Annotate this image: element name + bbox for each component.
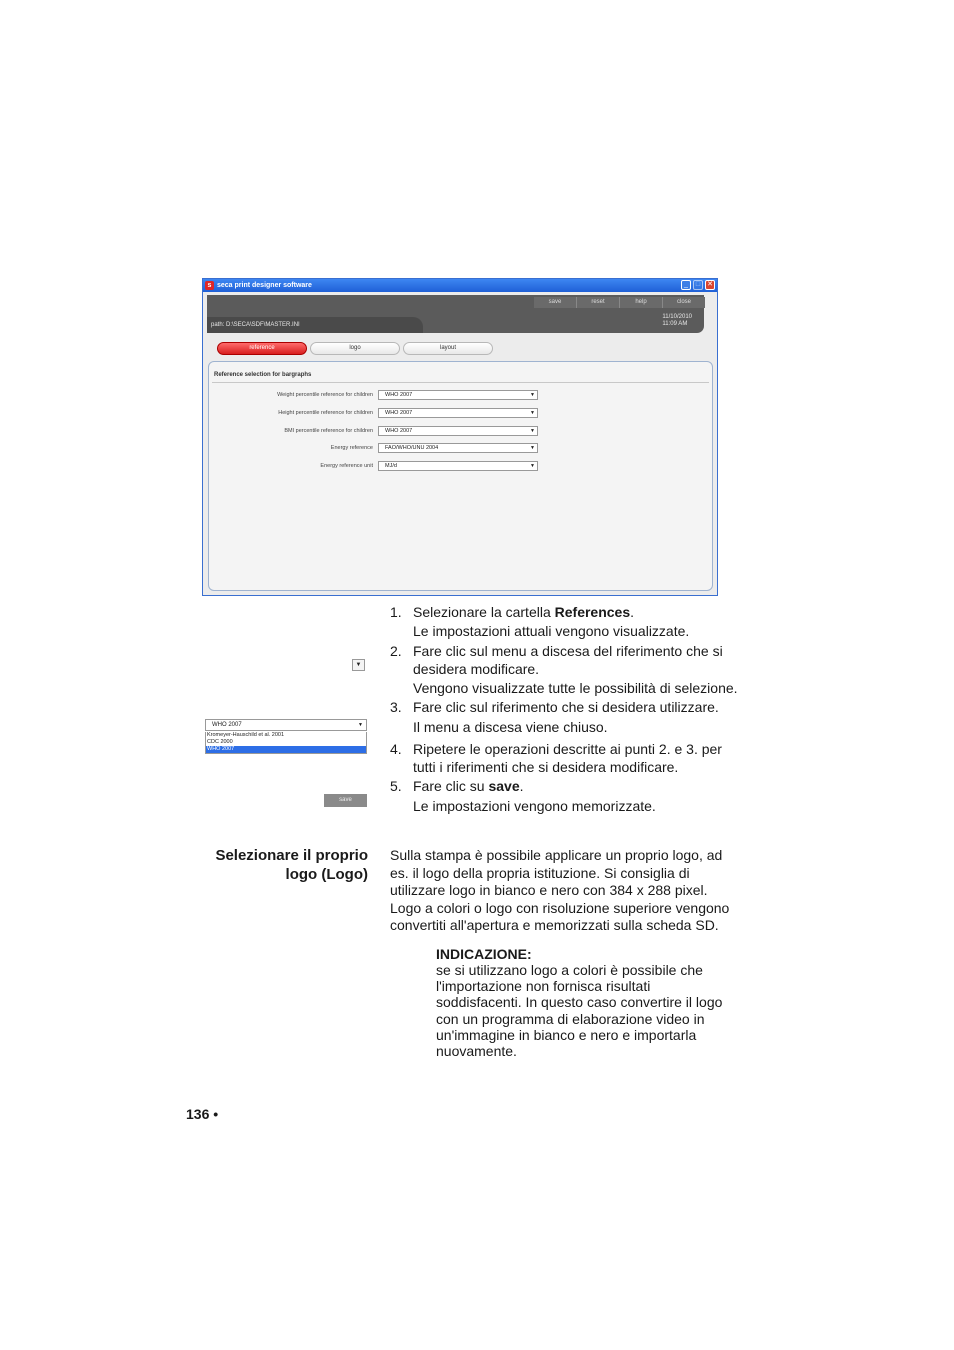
title-bar bbox=[203, 279, 717, 292]
section-body: Sulla stampa è possibile applicare un proprio logo, ad es. il logo della propria istituzione. Si consiglia di utilizzare logo in bianco e nero con 384 x 288 pixel. Logo a colori o logo con risoluzione superiore vengono convertiti all'apertura e memorizzati sulla scheda SD. bbox=[390, 847, 730, 934]
chevron-down-icon: ▼ bbox=[530, 410, 535, 416]
step-number: 5. bbox=[390, 778, 402, 794]
chevron-down-icon: ▼ bbox=[530, 392, 535, 398]
ref-label-height: Height percentile reference for children bbox=[278, 410, 373, 416]
toolbar-reset-button[interactable]: reset bbox=[577, 297, 620, 308]
ref-value: WHO 2007 bbox=[385, 428, 413, 434]
dropdown-option[interactable]: Kromeyer-Hauschild et al. 2001 bbox=[207, 732, 285, 738]
step-text: Selezionare la cartella References. bbox=[413, 604, 635, 620]
open-dropdown-example bbox=[205, 719, 367, 754]
step-3-result: Il menu a discesa viene chiuso. bbox=[413, 719, 608, 735]
step-text: Ripetere le operazioni descritte ai punti 2. e 3. per tutti i riferimenti che si desidera modificare. bbox=[413, 741, 722, 775]
step-text: Fare clic sul menu a discesa del riferimento che si desidera modificare. bbox=[413, 643, 723, 677]
dropdown-option-selected[interactable]: WHO 2007 bbox=[206, 746, 366, 753]
step-number: 3. bbox=[390, 699, 402, 715]
page-number: 136 • bbox=[186, 1106, 219, 1122]
ref-value: MJ/d bbox=[385, 463, 397, 469]
tab-logo[interactable]: logo bbox=[310, 342, 400, 355]
section-heading-line: Selezionare il proprio bbox=[215, 847, 368, 864]
step-number: 2. bbox=[390, 643, 402, 659]
ref-label-bmi: BMI percentile reference for children bbox=[284, 428, 373, 434]
window-title: seca print designer software bbox=[217, 282, 312, 289]
dropdown-option[interactable]: CDC 2000 bbox=[207, 739, 233, 745]
time-text: 11:09 AM bbox=[662, 321, 688, 327]
ref-select-weight[interactable] bbox=[378, 390, 538, 400]
panel-title: Reference selection for bargraphs bbox=[214, 372, 312, 378]
chevron-down-icon: ▼ bbox=[530, 445, 535, 451]
step-text: Fare clic sul riferimento che si desidera utilizzare. bbox=[413, 699, 719, 715]
toolbar-help-button[interactable]: help bbox=[620, 297, 663, 308]
toolbar-close-button[interactable]: close bbox=[663, 297, 705, 308]
maximize-icon[interactable]: □ bbox=[693, 280, 703, 290]
reference-panel bbox=[208, 361, 713, 591]
ref-select-energy[interactable] bbox=[378, 443, 538, 453]
ref-select-height[interactable] bbox=[378, 408, 538, 418]
toolbar bbox=[207, 295, 704, 333]
ref-label-energy: Energy reference bbox=[330, 445, 373, 451]
ref-label-weight: Weight percentile reference for children bbox=[277, 392, 373, 398]
section-heading bbox=[180, 846, 368, 884]
ref-value: WHO 2007 bbox=[385, 410, 413, 416]
chevron-down-icon: ▼ bbox=[530, 428, 535, 434]
divider bbox=[212, 382, 709, 383]
tab-reference[interactable]: reference bbox=[217, 342, 307, 355]
dropdown-list bbox=[205, 732, 367, 754]
toolbar-save-button[interactable]: save bbox=[534, 297, 577, 308]
chevron-down-icon: ▼ bbox=[358, 722, 363, 728]
dropdown-header[interactable] bbox=[205, 719, 367, 731]
dropdown-selected: WHO 2007 bbox=[212, 722, 242, 728]
step-2-result: Vengono visualizzate tutte le possibilità di selezione. bbox=[413, 680, 738, 696]
file-path: path: D:\SECA\SDF\MASTER.INI bbox=[211, 322, 300, 328]
ref-select-bmi[interactable] bbox=[378, 426, 538, 436]
ref-label-energy-unit: Energy reference unit bbox=[320, 463, 373, 469]
chevron-down-icon: ▼ bbox=[530, 463, 535, 469]
step-1-result: Le impostazioni attuali vengono visualizzate. bbox=[413, 623, 690, 639]
ref-value: WHO 2007 bbox=[385, 392, 413, 398]
save-button-example[interactable]: save bbox=[324, 794, 367, 807]
step-text: Fare clic su save. bbox=[413, 778, 524, 794]
step-5-result: Le impostazioni vengono memorizzate. bbox=[413, 798, 656, 814]
minimize-icon[interactable]: _ bbox=[681, 280, 691, 290]
seca-app-icon: s bbox=[205, 281, 214, 290]
tab-layout[interactable]: layout bbox=[403, 342, 493, 355]
ref-value: FAO/WHO/UNU 2004 bbox=[385, 445, 439, 451]
step-number: 4. bbox=[390, 741, 402, 757]
close-window-icon[interactable]: ✕ bbox=[705, 280, 715, 290]
app-window-screenshot bbox=[202, 278, 718, 596]
section-heading-line: logo (Logo) bbox=[285, 866, 368, 883]
note-body: se si utilizzano logo a colori è possibile che l'importazione non fornisca risultati soddisfacenti. In questo caso convertire il logo con un programma di elaborazione video in un'immagine in bianco e nero e importarla nuovamente. bbox=[436, 962, 723, 1060]
datetime bbox=[662, 314, 692, 328]
step-number: 1. bbox=[390, 604, 402, 620]
date-text: 11/10/2010 bbox=[662, 314, 692, 320]
dropdown-arrow-icon[interactable]: ▼ bbox=[352, 659, 365, 671]
ref-select-energy-unit[interactable] bbox=[378, 461, 538, 471]
note-heading: INDICAZIONE: bbox=[436, 946, 532, 962]
